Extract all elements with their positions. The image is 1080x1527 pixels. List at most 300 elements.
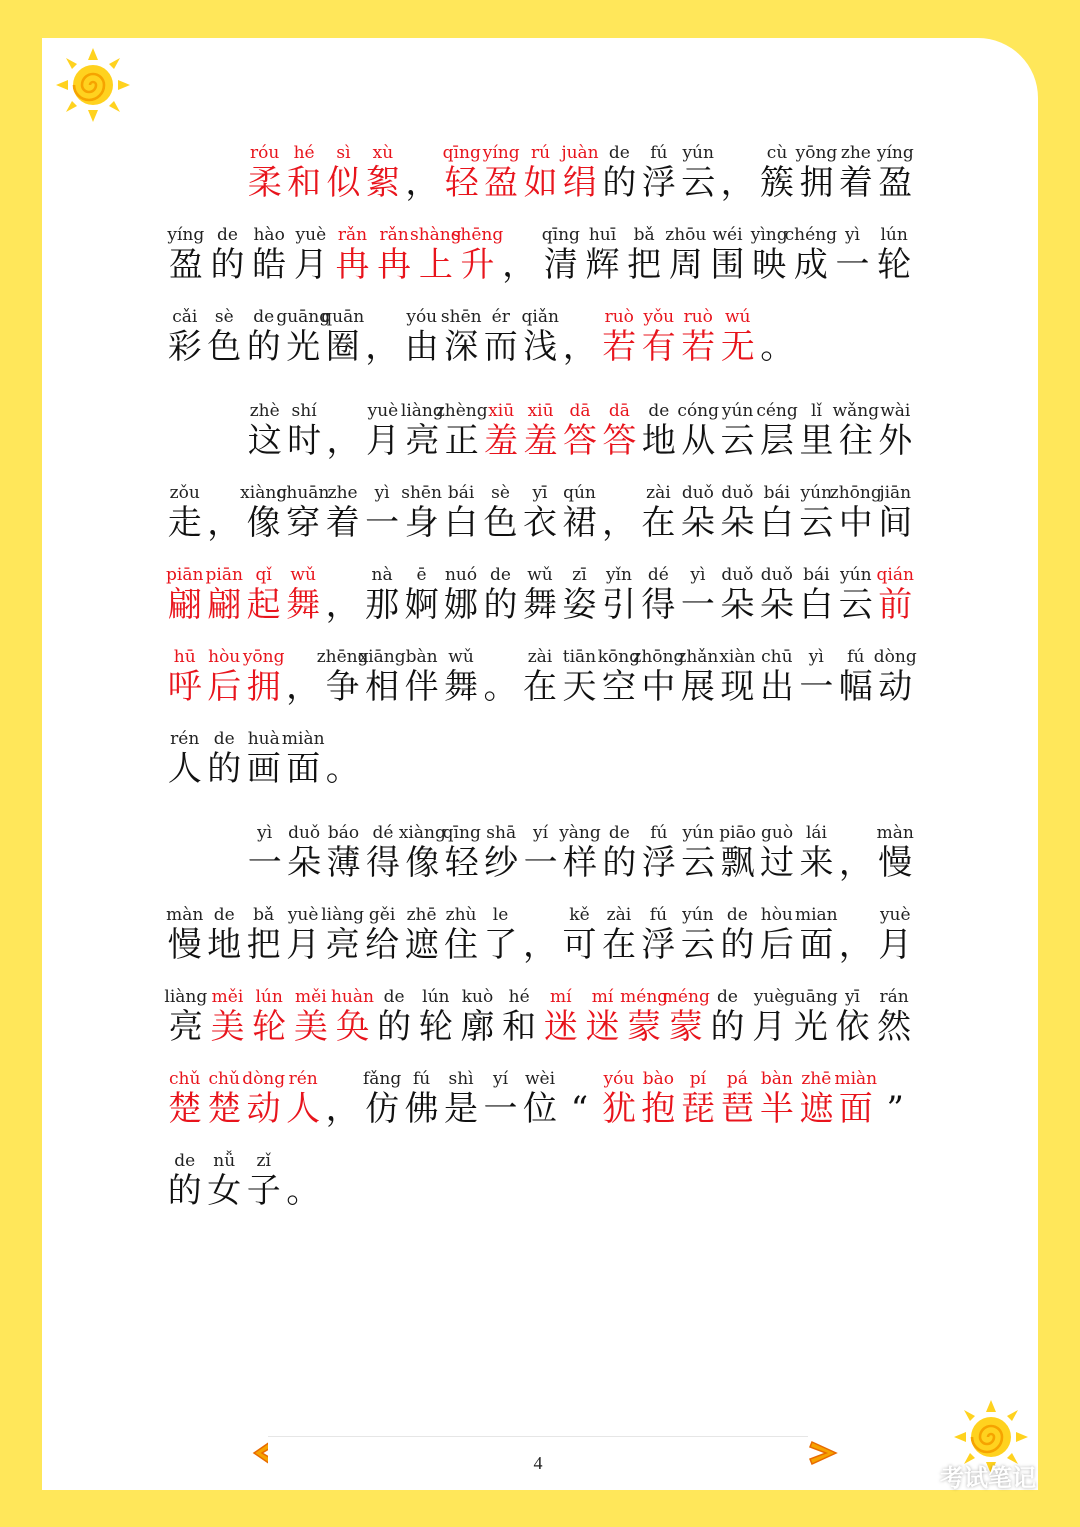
pinyin: shēng (451, 225, 504, 245)
pinyin: de (726, 905, 748, 925)
pinyin: lún (880, 225, 908, 245)
pinyin: xiàng (398, 823, 446, 843)
pinyin: chéng (784, 225, 838, 245)
pinyin: rǎn (337, 225, 368, 245)
hanzi: 绢 (562, 163, 597, 203)
hanzi: 天 (562, 667, 597, 707)
pinyin: piān (166, 565, 204, 585)
hanzi: 出 (759, 667, 794, 707)
pinyin: yì (808, 647, 824, 667)
pinyin: yuè (287, 905, 319, 925)
pinyin: chuān (276, 483, 330, 503)
hanzi: 轮 (252, 1007, 287, 1047)
hanzi: 画 (246, 749, 281, 789)
pinyin: yíng (167, 225, 205, 245)
pinyin: ér (491, 307, 510, 327)
pinyin: yī (844, 987, 860, 1007)
hanzi: 里 (799, 421, 834, 461)
hanzi: 走 (167, 503, 202, 543)
pinyin: de (608, 143, 630, 163)
pinyin: guāng (783, 987, 838, 1007)
hanzi: ， (326, 421, 361, 461)
pinyin: mian (794, 905, 838, 925)
hanzi: ， (325, 1089, 360, 1129)
hanzi: 然 (877, 1007, 912, 1047)
pinyin: yóu (603, 1069, 635, 1089)
hanzi: 把 (246, 925, 281, 965)
hanzi: 彩 (167, 327, 202, 367)
pinyin: lún (422, 987, 450, 1007)
pinyin: ē (416, 565, 427, 585)
pinyin: yún (682, 143, 714, 163)
hanzi: 动 (246, 1089, 281, 1129)
hanzi: 幅 (838, 667, 873, 707)
pinyin: rén (170, 729, 200, 749)
hanzi: 云 (681, 843, 716, 883)
pinyin: hào (253, 225, 285, 245)
pinyin: qǐ (255, 565, 272, 585)
hanzi: 女 (207, 1171, 242, 1211)
hanzi: 慢 (167, 925, 202, 965)
pinyin: de (217, 225, 238, 245)
pinyin: shēn (440, 307, 482, 327)
hanzi: 伴 (404, 667, 439, 707)
hanzi: 翩 (207, 585, 242, 625)
pinyin: yí (492, 1069, 509, 1089)
hanzi: 一 (680, 585, 715, 625)
hanzi: 无 (720, 327, 755, 367)
pinyin: nǚ (213, 1151, 236, 1171)
pinyin: dā (569, 401, 591, 421)
hanzi: 拥 (799, 163, 834, 203)
pinyin: zī (572, 565, 587, 585)
pinyin: liàng (400, 401, 444, 421)
hanzi: 飘 (720, 843, 755, 883)
pinyin: gěi (368, 905, 396, 925)
hanzi: 盈 (168, 245, 203, 285)
pinyin: hòu (760, 905, 793, 925)
pinyin: duǒ (681, 483, 714, 503)
hanzi: 这 (247, 421, 282, 461)
hanzi: 白 (759, 503, 794, 543)
hanzi: 朵 (720, 503, 755, 543)
pinyin: wài (880, 401, 911, 421)
pinyin: ruò (604, 307, 634, 327)
pinyin: chū (761, 647, 793, 667)
pinyin: yíng (482, 143, 520, 163)
pinyin: wéi (712, 225, 743, 245)
pinyin: yì (844, 225, 860, 245)
hanzi: 簇 (760, 163, 795, 203)
hanzi: 围 (710, 245, 745, 285)
pinyin: xiàng (240, 483, 288, 503)
hanzi: 是 (444, 1089, 479, 1129)
pinyin: yìng (750, 225, 788, 245)
hanzi: 一 (365, 503, 400, 543)
hanzi: 浅 (523, 327, 558, 367)
pinyin: yún (682, 823, 714, 843)
pinyin: zhēng (316, 647, 369, 667)
pinyin: liàng (321, 905, 365, 925)
pinyin: yōng (795, 143, 838, 163)
pinyin: shēn (401, 483, 442, 503)
pinyin: shí (291, 401, 317, 421)
hanzi: 色 (207, 327, 242, 367)
pinyin: fú (847, 647, 865, 667)
hanzi: 蒙 (627, 1007, 662, 1047)
hanzi: 地 (207, 925, 242, 965)
hanzi: 人 (286, 1089, 321, 1129)
hanzi: 一 (247, 843, 282, 883)
hanzi: 婀 (404, 585, 439, 625)
pinyin: hé (508, 987, 530, 1007)
hanzi: 层 (760, 421, 795, 461)
hanzi: 地 (641, 421, 676, 461)
pinyin: nà (371, 565, 393, 585)
hanzi: 现 (720, 667, 755, 707)
pinyin: duǒ (721, 483, 754, 503)
pinyin: guò (761, 823, 794, 843)
hanzi: 羞 (523, 421, 558, 461)
pinyin: fǎng (362, 1069, 402, 1089)
pinyin: yì (257, 823, 273, 843)
pinyin: yóu (406, 307, 438, 327)
pinyin: duǒ (721, 565, 754, 585)
hanzi: 后 (207, 667, 242, 707)
pinyin: yuè (753, 987, 785, 1007)
hanzi: 样 (562, 843, 597, 883)
hanzi: 浮 (641, 925, 676, 965)
hanzi: 在 (601, 925, 636, 965)
pinyin: sè (214, 307, 234, 327)
hanzi: 的 (246, 327, 281, 367)
page-number: 4 (533, 1453, 543, 1473)
pinyin: mí (550, 987, 572, 1007)
hanzi: 中 (838, 503, 873, 543)
pinyin: jiān (879, 483, 912, 503)
pinyin: zài (646, 483, 671, 503)
hanzi: 美 (210, 1007, 245, 1047)
pinyin: kōng (597, 647, 641, 667)
hanzi: 有 (641, 327, 676, 367)
hanzi: 云 (681, 163, 716, 203)
hanzi: 若 (602, 327, 637, 367)
hanzi: 。 (286, 1171, 321, 1211)
pinyin: zhē (801, 1069, 832, 1089)
hanzi: 月 (365, 421, 400, 461)
pinyin: chǔ (169, 1069, 201, 1089)
hanzi: ， (325, 585, 360, 625)
hanzi: ， (405, 163, 440, 203)
pinyin: měi (211, 987, 244, 1007)
hanzi: 犹 (601, 1089, 636, 1129)
pinyin: yíng (876, 143, 914, 163)
pinyin: méng (620, 987, 669, 1007)
hanzi: 亮 (325, 925, 360, 965)
pinyin: huàn (330, 987, 374, 1007)
hanzi: 衣 (522, 503, 557, 543)
hanzi: ， (522, 925, 557, 965)
pinyin: méng (661, 987, 710, 1007)
pinyin: lún (255, 987, 283, 1007)
hanzi: 可 (562, 925, 597, 965)
hanzi: 一 (835, 245, 870, 285)
pinyin: de (383, 987, 405, 1007)
hanzi: 给 (365, 925, 400, 965)
hanzi: 白 (444, 503, 479, 543)
hanzi: 在 (641, 503, 676, 543)
pinyin: zhèng (435, 401, 488, 421)
pinyin: kuò (461, 987, 494, 1007)
hanzi: 月 (293, 245, 328, 285)
pinyin: yǒu (643, 307, 675, 327)
pinyin: sè (491, 483, 510, 503)
hanzi: 面 (286, 749, 321, 789)
hanzi: 佛 (404, 1089, 439, 1129)
pinyin: yī (532, 483, 548, 503)
hanzi: 答 (602, 421, 637, 461)
hanzi: 往 (838, 421, 873, 461)
hanzi: 住 (444, 925, 479, 965)
pinyin: miàn (834, 1069, 878, 1089)
pinyin: zhǎn (677, 647, 719, 667)
hanzi: 的 (167, 1171, 202, 1211)
hanzi: 把 (627, 245, 662, 285)
hanzi: 云 (838, 585, 873, 625)
pinyin: róu (250, 143, 280, 163)
pinyin: xiū (527, 401, 554, 421)
hanzi: 云 (680, 925, 715, 965)
hanzi: 朵 (680, 503, 715, 543)
pinyin: fú (412, 1069, 431, 1089)
hanzi: 浮 (641, 163, 676, 203)
hanzi: ， (601, 503, 636, 543)
hanzi: 翩 (167, 585, 202, 625)
hanzi: 亮 (405, 421, 440, 461)
hanzi: 和 (502, 1007, 537, 1047)
pinyin: shì (448, 1069, 474, 1089)
hanzi: 迷 (543, 1007, 578, 1047)
hanzi: 引 (601, 585, 636, 625)
pinyin: bàn (760, 1069, 793, 1089)
pinyin: huà (247, 729, 280, 749)
pinyin: chǔ (208, 1069, 240, 1089)
pinyin: yí (533, 823, 549, 843)
pinyin: nuó (444, 565, 478, 585)
hanzi: 廓 (460, 1007, 495, 1047)
pinyin: yǐn (605, 565, 632, 585)
hanzi: 朵 (287, 843, 322, 883)
pinyin: rán (879, 987, 909, 1007)
hanzi: 光 (286, 327, 321, 367)
hanzi: 朵 (759, 585, 794, 625)
hanzi: 轻 (444, 843, 479, 883)
hanzi: 纱 (484, 843, 519, 883)
hanzi: 相 (365, 667, 400, 707)
hanzi: 的 (602, 843, 637, 883)
hanzi: 像 (405, 843, 440, 883)
hanzi: 半 (759, 1089, 794, 1129)
pinyin: de (253, 307, 275, 327)
pinyin: bái (763, 483, 791, 503)
hanzi: 前 (878, 585, 913, 625)
hanzi: 轮 (418, 1007, 453, 1047)
hanzi: 月 (752, 1007, 787, 1047)
hanzi: ， (838, 925, 873, 965)
pinyin: de (213, 905, 235, 925)
hanzi: 那 (365, 585, 400, 625)
pinyin: wǔ (290, 565, 316, 585)
pinyin: wú (725, 307, 751, 327)
hanzi: 外 (878, 421, 913, 461)
pinyin: yuè (367, 401, 399, 421)
hanzi: ， (365, 327, 400, 367)
hanzi: 来 (799, 843, 834, 883)
pinyin: yuè (295, 225, 327, 245)
hanzi: ， (838, 843, 873, 883)
pinyin: zhōng (829, 483, 882, 503)
pinyin: de (490, 565, 511, 585)
hanzi: 盈 (878, 163, 913, 203)
pinyin: bái (447, 483, 475, 503)
pinyin: xù (372, 143, 394, 163)
pinyin: zhe (840, 143, 871, 163)
pinyin: fú (650, 823, 668, 843)
pinyin: bǎ (633, 225, 655, 245)
hanzi: 轮 (877, 245, 912, 285)
pinyin: kě (569, 905, 590, 925)
pinyin: zhē (406, 905, 437, 925)
pinyin: lái (805, 823, 827, 843)
pinyin: pí (689, 1069, 707, 1089)
pinyin: màn (876, 823, 914, 843)
pinyin: zhù (445, 905, 477, 925)
hanzi: 一 (799, 667, 834, 707)
hanzi: 成 (793, 245, 828, 285)
hanzi: 似 (326, 163, 361, 203)
hanzi: 冉 (377, 245, 412, 285)
watermark (900, 1458, 1036, 1493)
hanzi: 姿 (562, 585, 597, 625)
hanzi: 辉 (585, 245, 620, 285)
pinyin: piān (205, 565, 243, 585)
hanzi: 后 (759, 925, 794, 965)
hanzi: 若 (681, 327, 716, 367)
hanzi: 羞 (484, 421, 519, 461)
hanzi: 美 (293, 1007, 328, 1047)
hanzi: 迷 (585, 1007, 620, 1047)
hanzi: 。 (325, 749, 360, 789)
pinyin: dòng (242, 1069, 286, 1089)
pinyin: hé (293, 143, 315, 163)
hanzi: 如 (523, 163, 558, 203)
hanzi: 仿 (365, 1089, 400, 1129)
watermark-text: 考试笔记 (940, 1464, 1036, 1492)
wechat-icon (900, 1463, 930, 1489)
pinyin: yì (374, 483, 390, 503)
pinyin: tiān (562, 647, 597, 667)
hanzi: 面 (799, 925, 834, 965)
hanzi: 在 (522, 667, 557, 707)
hanzi: 展 (680, 667, 715, 707)
pinyin: bái (803, 565, 830, 585)
hanzi: 的 (483, 585, 518, 625)
hanzi: ” (886, 1089, 904, 1129)
hanzi: 舞 (522, 585, 557, 625)
pinyin: de (174, 1151, 196, 1171)
hanzi: 琵 (680, 1089, 715, 1129)
hanzi: 和 (287, 163, 322, 203)
hanzi: 周 (668, 245, 703, 285)
hanzi: 薄 (326, 843, 361, 883)
hanzi: 呼 (167, 667, 202, 707)
next-page-arrow-icon[interactable] (808, 1440, 840, 1470)
pinyin: rú (531, 143, 551, 163)
hanzi: 光 (793, 1007, 828, 1047)
hanzi: 慢 (878, 843, 913, 883)
pinyin: duǒ (760, 565, 793, 585)
hanzi: 空 (601, 667, 636, 707)
hanzi: 朵 (720, 585, 755, 625)
hanzi: 依 (835, 1007, 870, 1047)
hanzi: 人 (167, 749, 202, 789)
pinyin: dā (608, 401, 630, 421)
pinyin: cǎi (172, 307, 198, 327)
hanzi: 遮 (799, 1089, 834, 1129)
hanzi: 身 (404, 503, 439, 543)
pinyin: juàn (561, 143, 599, 163)
pinyin: qīng (541, 225, 580, 245)
hanzi: 舞 (286, 585, 321, 625)
hanzi: ， (720, 163, 755, 203)
hanzi: 从 (681, 421, 716, 461)
hanzi: 了 (483, 925, 518, 965)
pinyin: dé (372, 823, 394, 843)
hanzi: 娜 (444, 585, 479, 625)
hanzi: 着 (838, 163, 873, 203)
hanzi: 清 (543, 245, 578, 285)
pinyin: xiū (488, 401, 515, 421)
hanzi: 一 (483, 1089, 518, 1129)
hanzi: 皓 (252, 245, 287, 285)
pinyin: fú (649, 905, 668, 925)
pinyin: qiǎn (521, 307, 559, 327)
pinyin: de (717, 987, 738, 1007)
pinyin: cù (766, 143, 788, 163)
pinyin: huī (588, 225, 617, 245)
hanzi: 着 (325, 503, 360, 543)
hanzi: ， (562, 327, 597, 367)
hanzi: 位 (522, 1089, 557, 1129)
hanzi: 起 (246, 585, 281, 625)
pinyin: wǔ (448, 647, 474, 667)
hanzi: 浮 (641, 843, 676, 883)
hanzi: 映 (752, 245, 787, 285)
pinyin: rǎn (379, 225, 409, 245)
hanzi: 盈 (484, 163, 519, 203)
hanzi: 面 (838, 1089, 873, 1129)
hanzi: 一 (523, 843, 558, 883)
hanzi: 穿 (286, 503, 321, 543)
hanzi: 月 (878, 925, 913, 965)
pinyin: zhōu (665, 225, 707, 245)
hanzi: 。 (760, 327, 795, 367)
hanzi: 楚 (167, 1089, 202, 1129)
hanzi: ， (286, 667, 321, 707)
pinyin: qián (876, 565, 914, 585)
pinyin: yún (840, 565, 872, 585)
hanzi: 柔 (247, 163, 282, 203)
